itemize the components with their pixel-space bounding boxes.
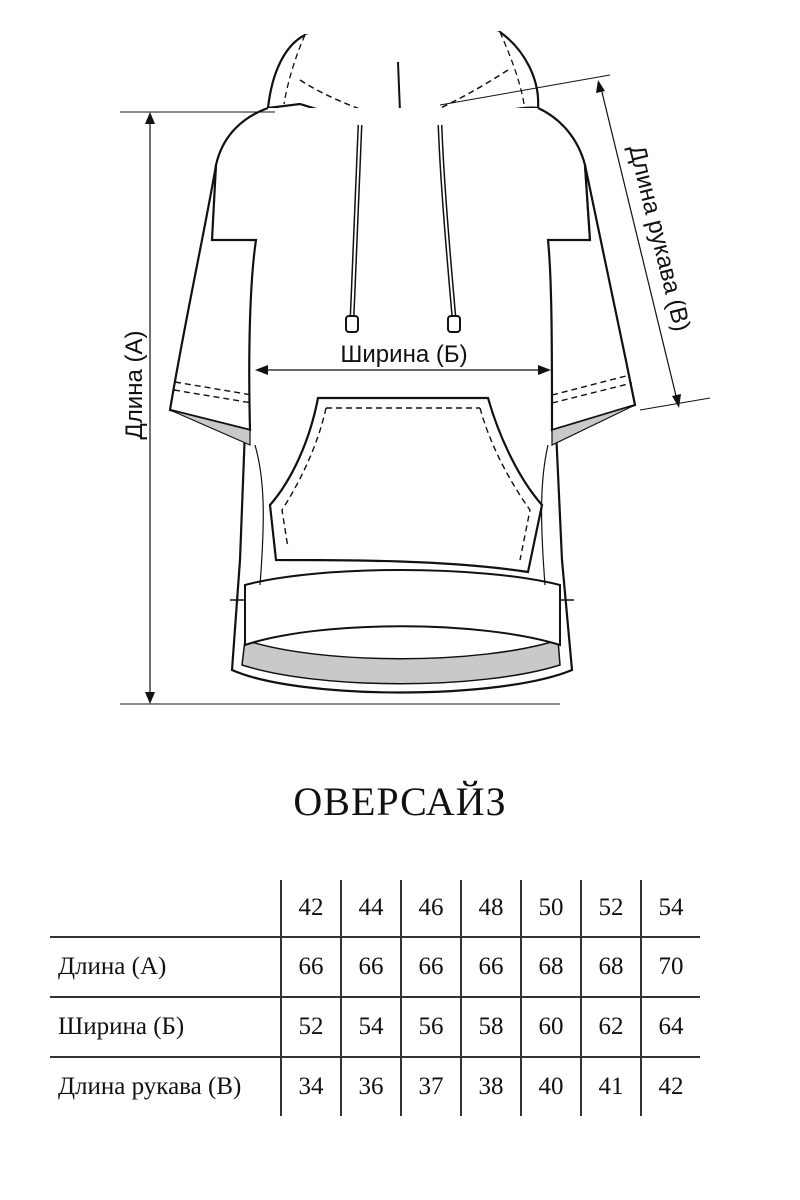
size-header-cell: 48 xyxy=(461,880,521,937)
table-cell: 64 xyxy=(641,997,700,1057)
table-cell: 54 xyxy=(341,997,401,1057)
table-cell: 68 xyxy=(521,937,581,997)
table-cell: 37 xyxy=(401,1057,461,1116)
table-cell: 66 xyxy=(401,937,461,997)
size-header-cell: 52 xyxy=(581,880,641,937)
table-cell: 38 xyxy=(461,1057,521,1116)
table-cell: 62 xyxy=(581,997,641,1057)
row-label: Длина (А) xyxy=(50,937,281,997)
table-row xyxy=(50,997,700,1057)
size-header-cell: 42 xyxy=(281,880,341,937)
size-header-cell: 44 xyxy=(341,880,401,937)
table-cell: 66 xyxy=(461,937,521,997)
table-cell: 70 xyxy=(641,937,700,997)
size-header-empty xyxy=(50,880,281,937)
size-chart-title: ОВЕРСАЙЗ xyxy=(293,779,507,824)
size-header-row xyxy=(50,880,700,937)
table-row xyxy=(50,937,700,997)
table-cell: 34 xyxy=(281,1057,341,1116)
row-label: Ширина (Б) xyxy=(50,997,281,1057)
table-row xyxy=(50,1057,700,1116)
table-cell: 52 xyxy=(281,997,341,1057)
size-header-cell: 46 xyxy=(401,880,461,937)
table-cell: 56 xyxy=(401,997,461,1057)
table-cell: 41 xyxy=(581,1057,641,1116)
table-cell: 58 xyxy=(461,997,521,1057)
length-label: Длина (А) xyxy=(121,330,148,440)
row-label: Длина рукава (В) xyxy=(50,1057,281,1116)
size-table xyxy=(50,880,700,1116)
size-header-cell: 50 xyxy=(521,880,581,937)
table-cell: 68 xyxy=(581,937,641,997)
table-cell: 60 xyxy=(521,997,581,1057)
sleeve-label: Длина рукава (В) xyxy=(623,142,696,335)
size-header-cell: 54 xyxy=(641,880,700,937)
table-cell: 40 xyxy=(521,1057,581,1116)
table-cell: 66 xyxy=(341,937,401,997)
table-cell: 36 xyxy=(341,1057,401,1116)
width-label: Ширина (Б) xyxy=(340,341,468,368)
table-cell: 42 xyxy=(641,1057,700,1116)
table-cell: 66 xyxy=(281,937,341,997)
